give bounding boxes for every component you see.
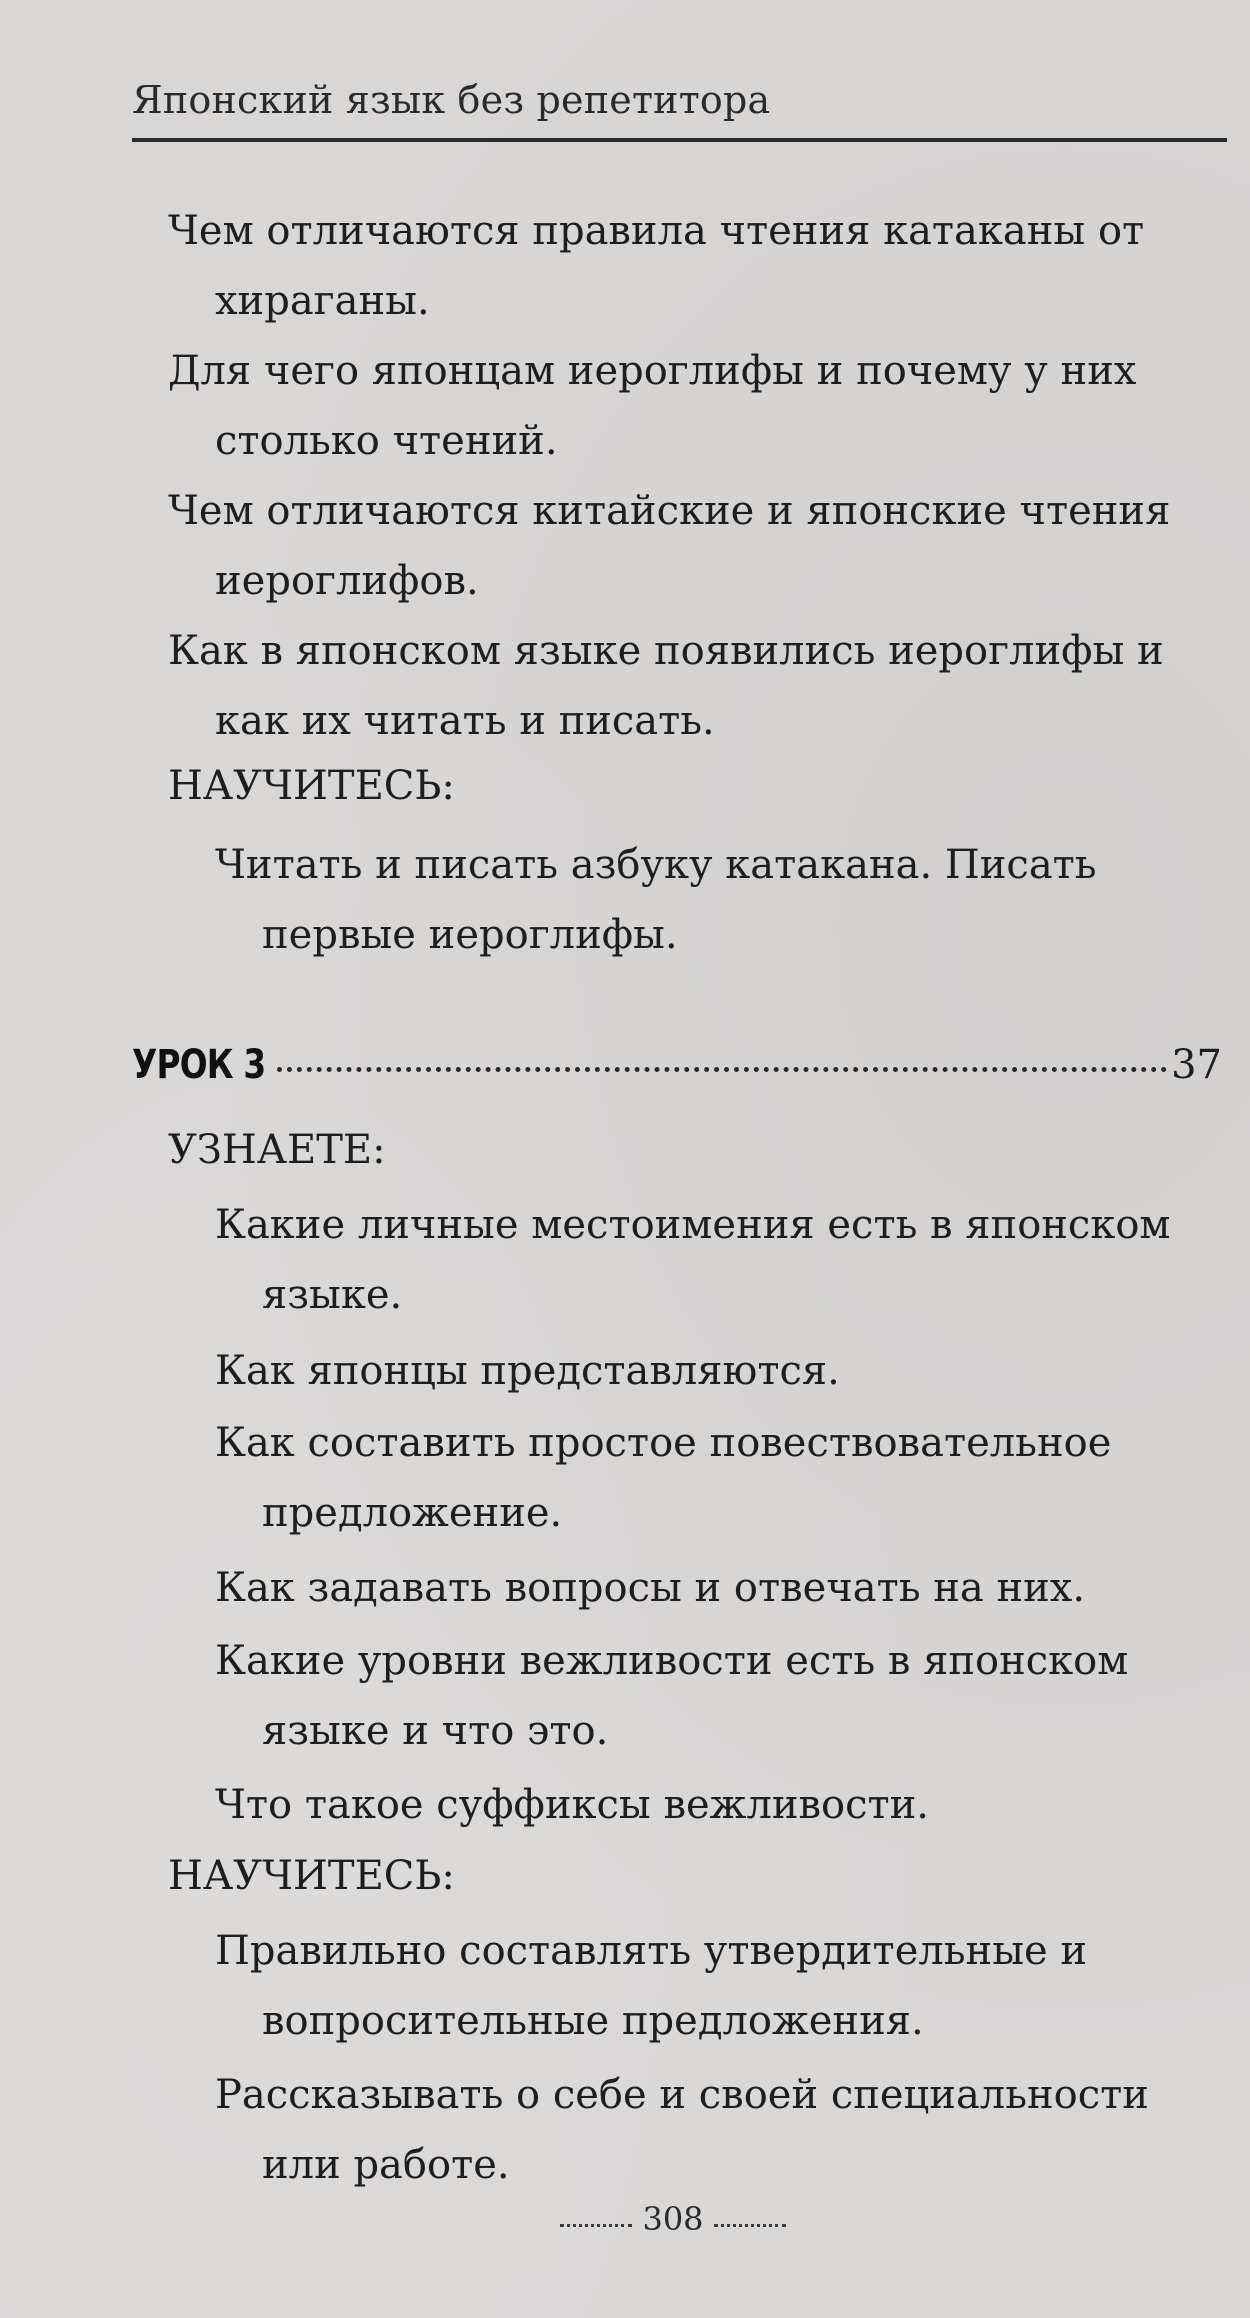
subentry-line: Какие уровни вежливости есть в японском [215,1638,1129,1684]
subentry-line: Как задавать вопросы и отвечать на них. [215,1565,1086,1611]
subentry-line: Как в японском языке появились иероглифы и [168,628,1164,674]
dot-leader [277,1067,1167,1072]
subentry-continuation: хираганы. [215,278,430,324]
folio-dots-left [560,2224,632,2227]
toc-subentry [215,2060,1149,2200]
subentry-line: Рассказывать о себе и своей специальности [215,2072,1149,2118]
subentry-line: Чем отличаются китайские и японские чтения [168,488,1171,534]
toc-subentry [215,1553,1085,1623]
subentry-continuation: вопросительные предложения. [262,1998,924,2044]
toc-subentry [168,476,1170,616]
subentry-continuation: столько чтений. [215,418,558,464]
subentry-line: Для чего японцам иероглифы и почему у них [168,348,1137,394]
know-heading: УЗНАЕТЕ: [168,1127,386,1173]
toc-subentry [215,1336,840,1406]
toc-lesson-entry[interactable] [132,1042,1222,1112]
subentry-line: Чем отличаются правила чтения катаканы от [168,208,1145,254]
learn-heading: НАУЧИТЕСЬ: [168,1853,455,1899]
toc-subentry [215,1626,1128,1766]
subentry-continuation: или работе. [262,2142,510,2188]
subentry-line: Как японцы представляются. [215,1348,840,1394]
learn-heading: НАУЧИТЕСЬ: [168,763,455,809]
toc-subentry [215,830,1097,970]
toc-subentry [168,336,1136,476]
toc-subentry [168,196,1144,336]
subentry-continuation: первые иероглифы. [262,912,678,958]
page-folio [548,2200,798,2238]
subentry-continuation: предложение. [262,1490,563,1536]
subentry-line: Как составить простое повествовательное [215,1420,1112,1466]
subentry-continuation: как их читать и писать. [215,698,715,744]
subentry-line: Какие личные местоимения есть в японском [215,1202,1171,1248]
header-rule [132,138,1227,142]
lesson-title: УРОК 3 [132,1042,266,1088]
subentry-continuation: языке. [262,1272,403,1318]
running-head: Японский язык без репетитора [132,78,771,122]
toc-subentry [215,1916,1087,2056]
toc-subentry [215,1190,1171,1330]
toc-subentry [215,1408,1111,1548]
subentry-line: Что такое суффиксы вежливости. [215,1782,930,1828]
subentry-line: Читать и писать азбуку катакана. Писать [215,842,1097,888]
lesson-page-number: 37 [1171,1042,1222,1088]
subentry-continuation: иероглифов. [215,558,479,604]
subentry-continuation: языке и что это. [262,1708,609,1754]
toc-subentry [168,616,1164,756]
page-number: 308 [642,2200,704,2238]
subentry-line: Правильно составлять утвердительные и [215,1928,1088,1974]
toc-subentry [215,1770,929,1840]
folio-dots-right [714,2224,786,2227]
